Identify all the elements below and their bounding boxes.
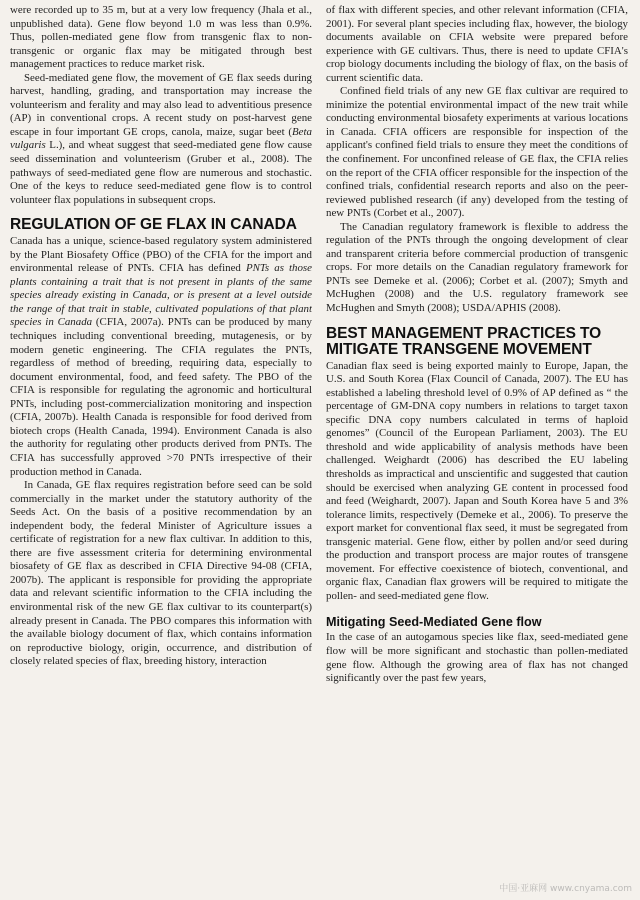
paragraph: of flax with different species, and other relevant information (CFIA, 2001). For several plant species including flax, however, the biology documents available on CFIA website were prepared before experience with GE cultivars. Thus, there is need to update CFIA's crop biology documents including the biology of flax, on the basis of current scientific data.	[326, 4, 628, 84]
paragraph: Canada has a unique, science-based regulatory system administered by the Plant Biosafety Office (PBO) of the CFIA for the import and environmental release of PNTs. CFIA has defined PNTs as those plants containing a trait that is not present in plants of the same species already existing in Canada, or is present at a level outside the range of that trait in stable, cultivated populations of that plant species in Canada (CFIA, 2007a). PNTs can be produced by many techniques including conventional breeding, mutagenesis, or by modern genetic engineering. The CFIA regulates the PNTs, regardless of method of breeding, requiring data, especially to document environmental, food, and feed safety. The PBO of the CFIA is responsible for regulating the agronomic and horticultural PNTs, including post-commercialization monitoring and inspection (CFIA, 2007b). Health Canada is responsible for food derived from biotech crops (Health Canada, 1994). Environment Canada is also the authority for regulating other products derived from PNTs. The CFIA has successfully approved >70 PNTs irrespective of their production method in Canada.	[10, 235, 312, 478]
section-heading: REGULATION OF GE FLAX IN CANADA	[10, 216, 297, 234]
paragraph: In Canada, GE flax requires registration before seed can be sold commercially in the market under the statutory authority of the Seeds Act. On the basis of a positive recommendation by an independent body, the federal Minister of Agriculture issues a certificate of registration for a new flax cultivar. In addition to this, there are five assessment criteria for determining environmental biosafety of GE flax as described in CFIA Directive 94-08 (CFIA, 2007b). The applicant is responsible for providing the appropriate data and relevant scientific information to the CFIA including the environmental risk of the new GE flax cultivar to its counterpart(s) already present in Canada. The PBO compares this information with the available biology document of flax, which contains information on reproductive biology, origin, occurrence, and distribution of closely related species of flax, breeding history, interaction	[10, 479, 312, 668]
subsection-heading: Mitigating Seed-Mediated Gene flow	[326, 615, 542, 630]
watermark: 中国·亚麻网 www.cnyama.com	[499, 884, 632, 894]
paragraph: The Canadian regulatory framework is flexible to address the regulation of the PNTs through the ongoing development of clear and transparent criteria before commercial production of transgenic crops. For more details on the Canadian regulatory framework for PNTs see Demeke et al. (2006); Corbet et al. (2007); Smyth and McHughen (2008) and the U.S. regulatory framework see McHughen and Smyth (2008); USDA/APHIS (2008).	[326, 220, 628, 315]
paragraph: Confined field trials of any new GE flax cultivar are required to minimize the potential environmental impact of the new trait while conducting environmental biosafety experiments at various locations in Canada. CFIA officers are responsible for inspection of the applicant's confined field trials to ensure they meet the conditions of the confinement. For unconfined release of GE flax, the CFIA relies on the report of the CFIA officer responsible for the inspection of the confined trials, confidential research reports and also on the peer-reviewed published research (if any) developed from the testing of new PNTs (Corbet et al., 2007).	[326, 85, 628, 220]
paragraph: In the case of an autogamous species like flax, seed-mediated gene flow will be more significant and stochastic than pollen-mediated gene flow. Although the growing area of flax has not changed significantly over the past few years,	[326, 631, 628, 685]
right-column	[326, 4, 628, 900]
paragraph: were recorded up to 35 m, but at a very low frequency (Jhala et al., unpublished data). Gene flow beyond 1.0 m was less than 0.9%. Thus, pollen-mediated gene flow from transgenic flax to non-transgenic or organic flax may be mitigated through best management practices to reduce market risk.	[10, 4, 312, 71]
paragraph: Canadian flax seed is being exported mainly to Europe, Japan, the U.S. and South Korea (Flax Council of Canada, 2007). The EU has established a labeling threshold level of 0.9% of AP defined as “ the percentage of GM-DNA copy numbers in relations to target taxon specific DNA copy numbers calculated in terms of haploid genomes” (Council of the European Parliament, 2003). The EU threshold and wide applicability of analysis methods have been challenged. Weighardt (2006) has described the EU labeling thresholds as impractical and unscientific and suggested that caution should be exercised when analyzing GE content in processed food and feed (Weighardt, 2007). Japan and South Korea have 5 and 3% tolerance limits, respectively (Demeke et al., 2006). To preserve the export market for conventional flax seed, it must be segregated from transgenic material. Gene flow, either by pollen and/or seed during the production and transport process are major routes of transgene movement. For effective coexistence of biotech, conventional, and organic flax, Canadian flax growers will be required to mitigate the pollen- and seed-mediated gene flow.	[326, 359, 628, 602]
section-heading: BEST MANAGEMENT PRACTICES TO MITIGATE TRANSGENE MOVEMENT	[326, 324, 602, 358]
paragraph: Seed-mediated gene flow, the movement of GE flax seeds during harvest, handling, grading, and transportation may increase the volunteerism and ferality and may also lead to adventitious presence (AP) in conventional crops. A recent study on post-harvest gene escape in four important GE crops, canola, maize, sugar beet (Beta vulgaris L.), and wheat suggest that seed-mediated gene flow cause seed dissemination and volunteerism (Gruber et al., 2008). The pathways of seed-mediated gene flow are numerous and stochastic. One of the keys to reduce seed-mediated gene flow is to control volunteer flax populations in subsequent crops.	[10, 71, 312, 206]
left-column	[10, 4, 312, 900]
